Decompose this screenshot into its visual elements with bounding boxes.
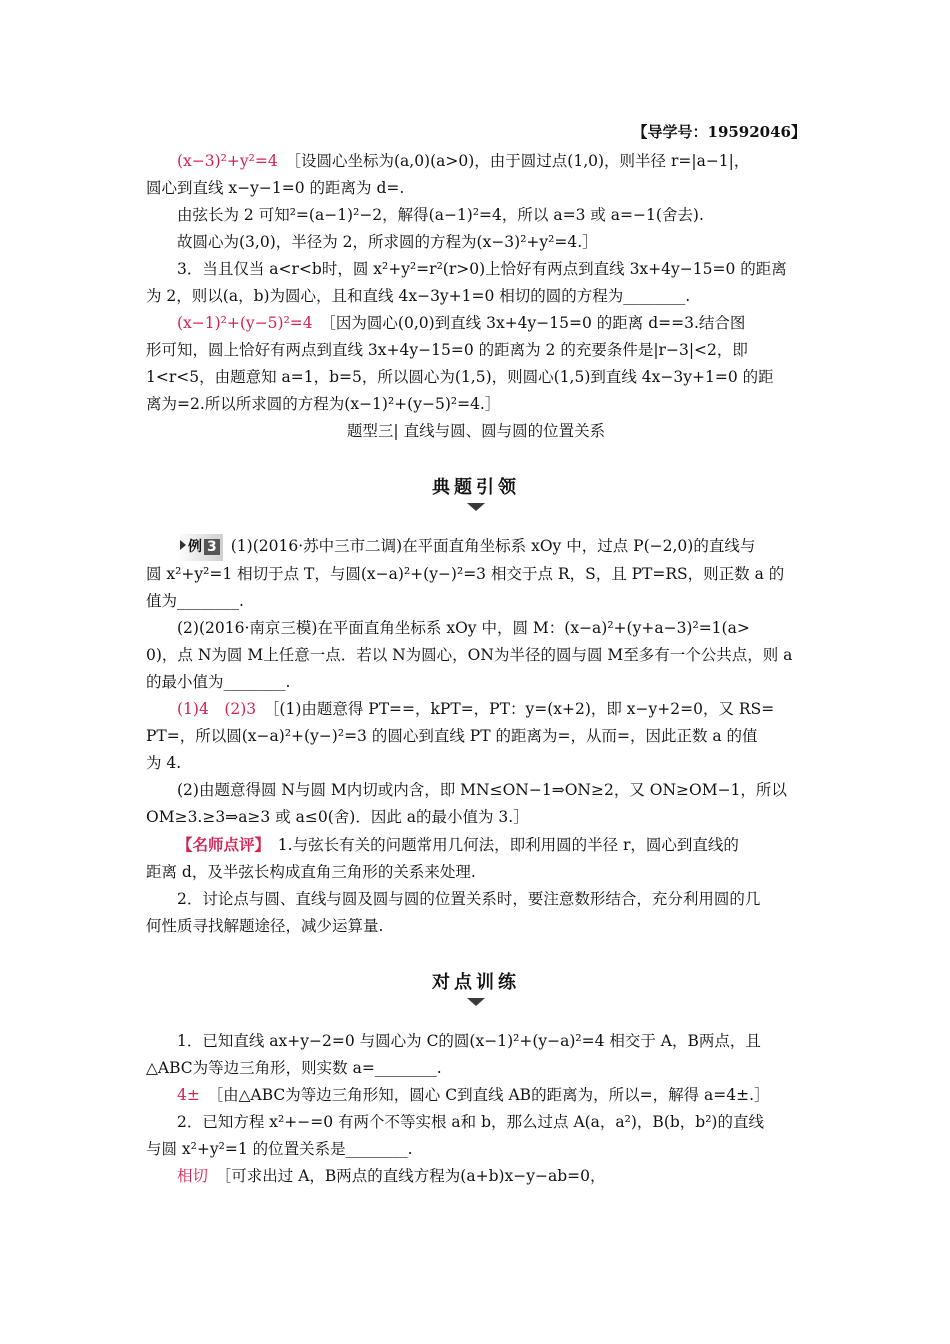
question-line: 3．当且仅当 a<r<b时，圆 x²+y²=r²(r>0)上恰好有两点到直线 3x+4y−15=0 的距离	[177, 260, 787, 278]
comment-line: 2．讨论点与圆、直线与圆及圆与圆的位置关系时，要注意数形结合，充分利用圆的几	[177, 890, 761, 908]
section-header	[146, 968, 806, 1006]
example-line: 值为________.	[146, 592, 244, 610]
down-arrow-icon	[467, 503, 485, 511]
solution-text: ［由△ABC为等边三角形知，圆心 C到直线 AB的距离为，所以=，解得 a=4±.］	[215, 1086, 770, 1104]
example-badge-label: 例	[188, 539, 202, 555]
solution-line: OM≥3.≥3⇒a≥3 或 a≤0(舍)．因此 a的最小值为 3.］	[146, 808, 529, 826]
down-arrow-icon	[467, 998, 485, 1006]
answer-text: 相切	[177, 1167, 209, 1185]
guide-number: 【导学号：19592046】	[632, 123, 806, 141]
solution-line: 1<r<5，由题意知 a=1，b=5，所以圆心为(1,5)，则圆心(1,5)到直线 4x−3y+1=0 的距	[146, 368, 774, 386]
solution-line	[146, 696, 806, 723]
solution-line: 圆心到直线 x−y−1=0 的距离为 d=.	[146, 179, 405, 197]
solution-line: 故圆心为(3,0)，半径为 2，所求圆的方程为(x−3)²+y²=4.］	[177, 233, 598, 251]
example-text: (1)(2016·苏中三市二调)在平面直角坐标系 xOy 中，过点 P(−2,0)的直线与	[230, 537, 756, 555]
solution-text: ［设圆心坐标为(a,0)(a>0)，由于圆过点(1,0)，则半径 r=|a−1|，	[293, 152, 750, 170]
answer-text: (1)4 (2)3	[177, 700, 257, 718]
topic-heading: 题型三| 直线与圆、圆与圆的位置关系	[346, 422, 606, 440]
answer-text: 4±	[177, 1086, 200, 1104]
section-title: 对点训练	[432, 972, 520, 993]
example-line: 圆 x²+y²=1 相切于点 T，与圆(x−a)²+(y−)²=3 相交于点 R，S，且 PT=RS，则正数 a 的	[146, 565, 785, 583]
example-badge	[177, 534, 223, 561]
section-header	[146, 473, 806, 511]
example-line: 的最小值为________.	[146, 673, 291, 691]
solution-line: 形可知，圆上恰好有两点到直线 3x+4y−15=0 的距离为 2 的充要条件是|r−3|<2，即	[146, 341, 748, 359]
solution-text: ［(1)由题意得 PT==，kPT=，PT：y=(x+2)，即 x−y+2=0，又 RS=	[271, 700, 775, 718]
solution-line: 离为=2.所以所求圆的方程为(x−1)²+(y−5)²=4.］	[146, 395, 501, 413]
solution-line	[146, 1163, 806, 1190]
question-line: 与圆 x²+y²=1 的位置关系是________.	[146, 1140, 413, 1158]
question-line: △ABC为等边三角形，则实数 a=________.	[146, 1059, 442, 1077]
answer-text: (x−3)²+y²=4	[177, 152, 278, 170]
solution-line: 由弦长为 2 可知²=(a−1)²−2，解得(a−1)²=4，所以 a=3 或 a=−1(舍去).	[177, 206, 704, 224]
answer-text: (x−1)²+(y−5)²=4	[177, 314, 313, 332]
solution-line	[146, 310, 806, 337]
comment-tag: 【名师点评】	[177, 835, 263, 854]
comment-line: 何性质寻找解题途径，减少运算量.	[146, 917, 384, 935]
solution-line	[146, 148, 806, 175]
comment-line: 距离 d，及半弦长构成直角三角形的关系来处理.	[146, 863, 476, 881]
solution-line: PT=，所以圆(x−a)²+(y−)²=3 的圆心到直线 PT 的距离为=，从而=，因此正数 a 的值	[146, 727, 758, 745]
triangle-icon	[180, 540, 186, 550]
solution-line	[146, 1082, 806, 1109]
comment-text: 1.与弦长有关的问题常用几何法，即利用圆的半径 r，圆心到直线的	[277, 836, 739, 854]
section-title: 典题引领	[432, 477, 520, 498]
question-line: 1．已知直线 ax+y−2=0 与圆心为 C的圆(x−1)²+(y−a)²=4 相交于 A，B两点，且	[177, 1032, 761, 1050]
example-line	[146, 533, 806, 561]
page-content	[146, 148, 806, 1190]
question-line: 为 2，则以(a，b)为圆心，且和直线 4x−3y+1=0 相切的圆的方程为________.	[146, 287, 691, 305]
example-badge-number: 3	[204, 539, 220, 555]
solution-text: ［可求出过 A，B两点的直线方程为(a+b)x−y−ab=0，	[223, 1167, 606, 1185]
example-line: (2)(2016·南京三模)在平面直角坐标系 xOy 中，圆 M：(x−a)²+(y+a−3)²=1(a>	[177, 619, 750, 637]
comment-line	[146, 831, 806, 859]
example-line: 0)，点 N为圆 M上任意一点．若以 N为圆心，ON为半径的圆与圆 M至多有一个公共点，则 a	[146, 646, 793, 664]
question-line: 2．已知方程 x²+−=0 有两个不等实根 a和 b，那么过点 A(a，a²)，B(b，b²)的直线	[177, 1113, 764, 1131]
solution-line: 为 4.	[146, 754, 182, 772]
solution-line: (2)由题意得圆 N与圆 M内切或内含，即 MN≤ON−1⇒ON≥2，又 ON≥OM−1，所以	[177, 781, 787, 799]
solution-text: ［因为圆心(0,0)到直线 3x+4y−15=0 的距离 d==3.结合图	[328, 314, 746, 332]
